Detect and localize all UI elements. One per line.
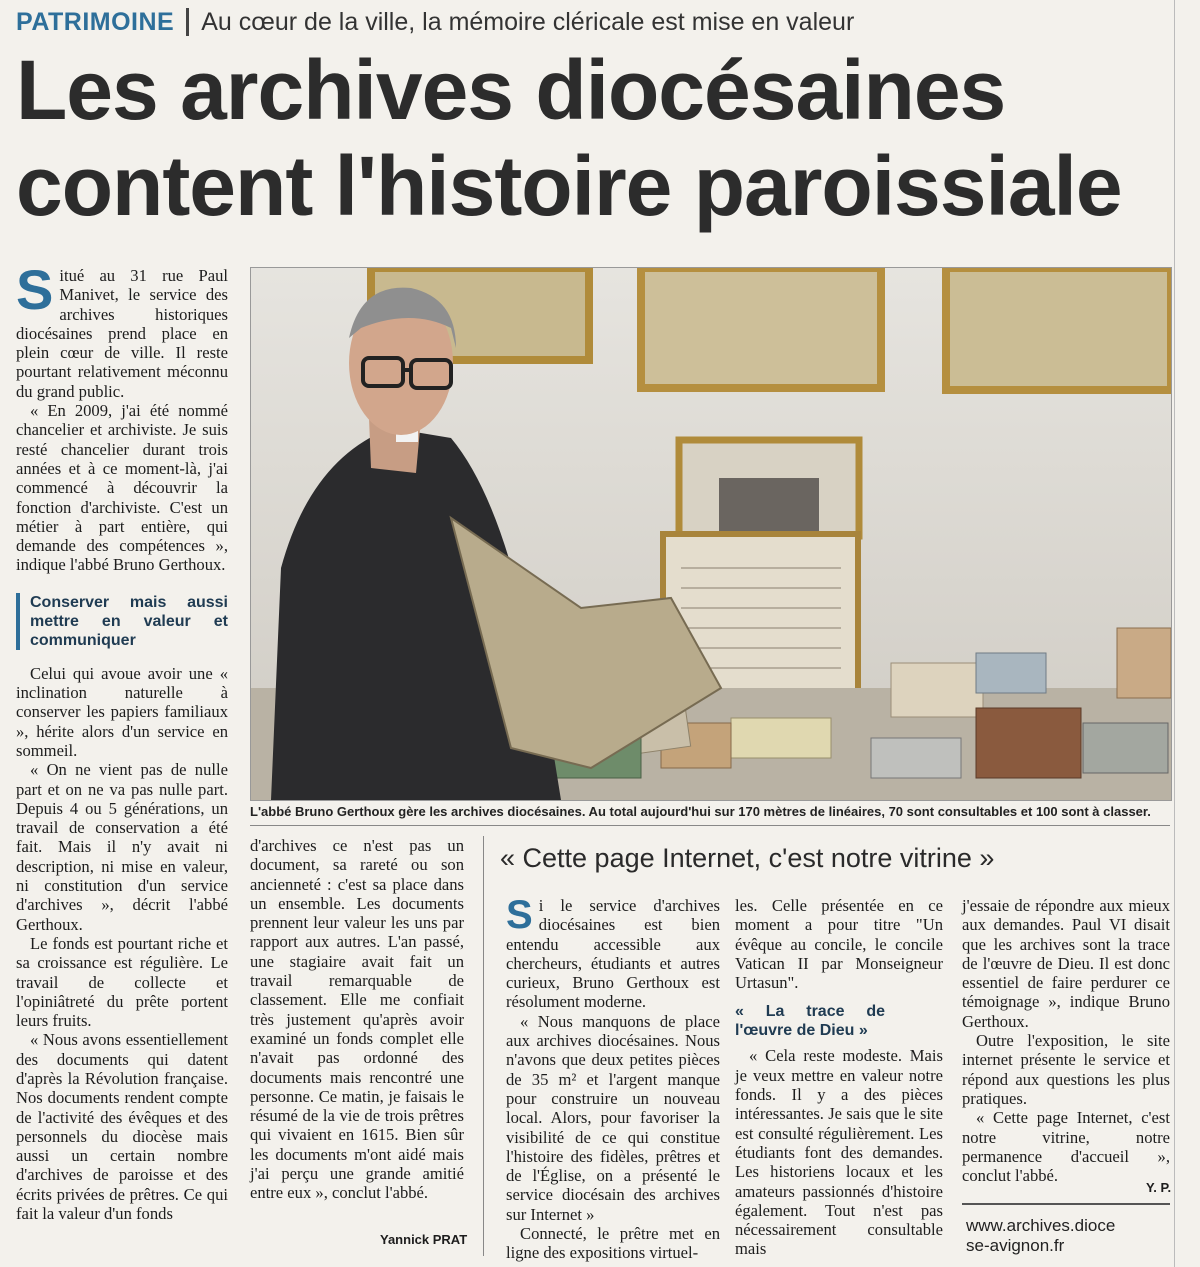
column-2 — [250, 836, 464, 1203]
paragraph: Le fonds est pourtant riche et sa croissance est régulière. Le travail de collecte et l'opiniâtreté du prête portent leurs fruits. — [16, 933, 228, 1031]
photo-caption: L'abbé Bruno Gerthoux gère les archives diocésaines. Au total aujourd'hui sur 170 mètres de linéaires, 70 sont consultables et 100 sont à classer. — [250, 804, 1151, 819]
paragraph: les. Celle présentée en ce moment a pour titre "Un évêque au concile, le concile Vatican II par Monseigneur Urtasun". — [735, 896, 943, 993]
paragraph: « On ne vient pas de nulle part et on ne va pas nulle part. Depuis 4 ou 5 générations, un travail de conservation a été fait. Mais il n'y avait ni description, ni mise en valeur, ni constitution d'un service d'archives », décrit l'abbé Gerthoux. — [16, 760, 228, 934]
paragraph: d'archives ce n'est pas un document, sa rareté ou son ancienneté : c'est sa place dans un ensemble. Les documents prennent leur valeur les uns par rapport aux autres. L'an passé, une stagiaire avait fait un travail remarquable de classement. Elle me confiait très justement qu'après avoir examiné un fonds complet elle n'avait pas ordonné des documents mais rencontré une personne. Ce matin, je faisais le résumé de la vie de trois prêtres qui vivaient en 1615. Bien sûr les documents m'ont aidé mais j'ai perçu une grande amitié entre eux », conclut l'abbé. — [250, 836, 464, 1203]
paragraph: « Cela reste modeste. Mais je veux mettre en valeur notre fonds. Il y a des pièces intéressantes. Je sais que le site est consulté régulièrement. Les étudiants font des demandes. Les historiens locaux et les amateurs passionnés d'histoire également. Tout n'est pas nécessairement consultable mais — [735, 1046, 943, 1259]
paragraph: « Nous avons essentiellement des documents qui datent d'après la Révolution française. Nos documents rendent compte de l'activité des évêques et des personnels du diocèse mais aussi un certain nombre d'archives de paroisse et des écrits privées de prêtres. Ce qui fait la valeur d'un fonds — [16, 1030, 228, 1224]
caption-rule — [250, 825, 1170, 826]
dropcap: S — [506, 893, 533, 937]
dropcap: S — [16, 258, 54, 321]
headline — [16, 42, 1146, 234]
section-label: PATRIMOINE — [16, 7, 175, 36]
paragraph: « Cette page Internet, c'est notre vitrine, notre permanence d'accueil », conclut l'abbé. — [962, 1108, 1170, 1186]
headline-line-1: Les archives diocésaines — [16, 43, 1006, 137]
paragraph: « En 2009, j'ai été nommé chancelier et archiviste. Je suis resté chancelier durant trois années et à ce moment-là, j'ai commencé à découvrir la fonction d'archiviste. C'est un métier à part entière, qui demande des compétences », indique l'abbé Bruno Gerthoux. — [16, 401, 228, 575]
kicker-divider — [186, 8, 189, 36]
author-signature: Yannick PRAT — [380, 1232, 468, 1247]
website-link[interactable]: www.archives.diocese-avignon.fr — [966, 1216, 1116, 1255]
paragraph: « Nous manquons de place aux archives diocésaines. Nous n'avons que deux petites pièces de 35 m² et l'argent manque pour construire un nouveau local. Alors, pour favoriser la visibilité de ce qui constitue l'histoire des fidèles, prêtres et de l'Église, on a présenté le service diocésain des archives sur Internet » — [506, 1011, 720, 1224]
subheading: Conserver mais aussi mettre en valeur et communiquer — [16, 593, 228, 650]
box-column-3 — [962, 896, 1170, 1185]
paragraph: Situé au 31 rue Paul Manivet, le service des archives historiques diocésaines prend place en plein cœur de ville. Il reste pourtant relativement méconnu du grand public. — [16, 258, 228, 401]
page-edge-rule — [1174, 0, 1175, 1267]
headline-line-2: content l'histoire paroissiale — [16, 139, 1122, 233]
box-column-2 — [735, 896, 943, 1259]
paragraph: Celui qui avoue avoir une « inclination naturelle à conserver les papiers familiaux », hérite alors d'un service en sommeil. — [16, 663, 228, 760]
box-title: « Cette page Internet, c'est notre vitrine » — [500, 843, 995, 873]
column-1 — [16, 258, 228, 1224]
archive-room-photo — [251, 268, 1171, 800]
box-rule-left — [483, 836, 484, 1256]
article-photo — [250, 267, 1172, 801]
kicker-subtitle: Au cœur de la ville, la mémoire cléricale est mise en valeur — [201, 7, 855, 36]
paragraph: Connecté, le prêtre met en ligne des expositions virtuel- — [506, 1224, 720, 1263]
box-bottom-rule — [962, 1203, 1170, 1205]
paragraph: Outre l'exposition, le site internet présente le service et répond aux questions les plus pratiques. — [962, 1031, 1170, 1108]
kicker — [16, 4, 854, 40]
box-column-1 — [506, 893, 720, 1263]
paragraph: j'essaie de répondre aux mieux aux demandes. Paul VI disait que les archives sont la trace de l'œuvre de Dieu. Il est donc essentiel de faire perdurer ce témoignage », indique Bruno Gerthoux. — [962, 896, 1170, 1031]
subheading: « La trace de l'œuvre de Dieu » — [735, 1003, 885, 1040]
box-signature: Y. P. — [1146, 1180, 1172, 1195]
paragraph: Si le service d'archives diocésaines est bien entendu accessible aux chercheurs, étudiants et autres curieux, Bruno Gerthoux est résolument moderne. — [506, 893, 720, 1012]
